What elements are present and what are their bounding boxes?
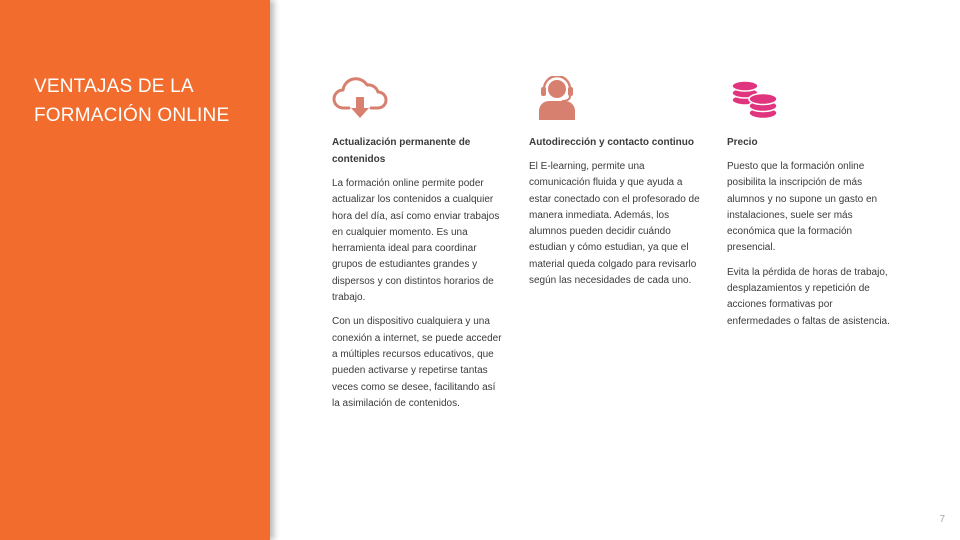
column-paragraph: Evita la pérdida de horas de trabajo, desplazamientos y repetición de acciones formativas por enfermedades o faltas de asistencia. — [727, 266, 890, 327]
column-paragraph: Con un dispositivo cualquiera y una conexión a internet, se puede acceder a múltiples recursos educativos, que pueden activarse y repetirse tantas veces como se desee, facilitando así la asimilación de contenidos. — [332, 316, 502, 409]
column-heading: Autodirección y contacto continuo — [529, 137, 695, 148]
column-heading: Actualización permanente de contenidos — [332, 137, 471, 165]
page-number: 7 — [939, 514, 945, 525]
column-paragraph: Puesto que la formación online posibilita la inscripción de más alumnos y no supone un gasto en instalaciones, suele ser más económica que la formación presencial. — [727, 161, 878, 254]
headset-user-icon — [529, 76, 585, 120]
column-paragraph: El E-learning, permite una comunicación fluida y que ayuda a estar conectado con el profesorado de manera inmediata. Además, los alumnos pueden decidir cuándo estudian y cómo estudian, ya que el material queda colgado para revisarlo según las necesidades de cada uno. — [529, 161, 700, 287]
coins-icon — [727, 76, 783, 120]
column-paragraph: La formación online permite poder actualizar los contenidos a cualquier hora del día, así como enviar trabajos en cualquier momento. Es una herramienta ideal para coordinar grupos de estudiantes grandes y dispersos y con distintos horarios de trabajo. — [332, 178, 500, 304]
column-heading: Precio — [727, 137, 758, 148]
slide-title: VENTAJAS DE LA FORMACIÓN ONLINE — [34, 76, 230, 126]
sidebar-panel — [0, 0, 270, 540]
column-precio — [727, 76, 899, 338]
cloud-download-icon — [332, 76, 388, 120]
column-autodireccion — [529, 76, 701, 297]
column-contenidos — [332, 76, 504, 420]
